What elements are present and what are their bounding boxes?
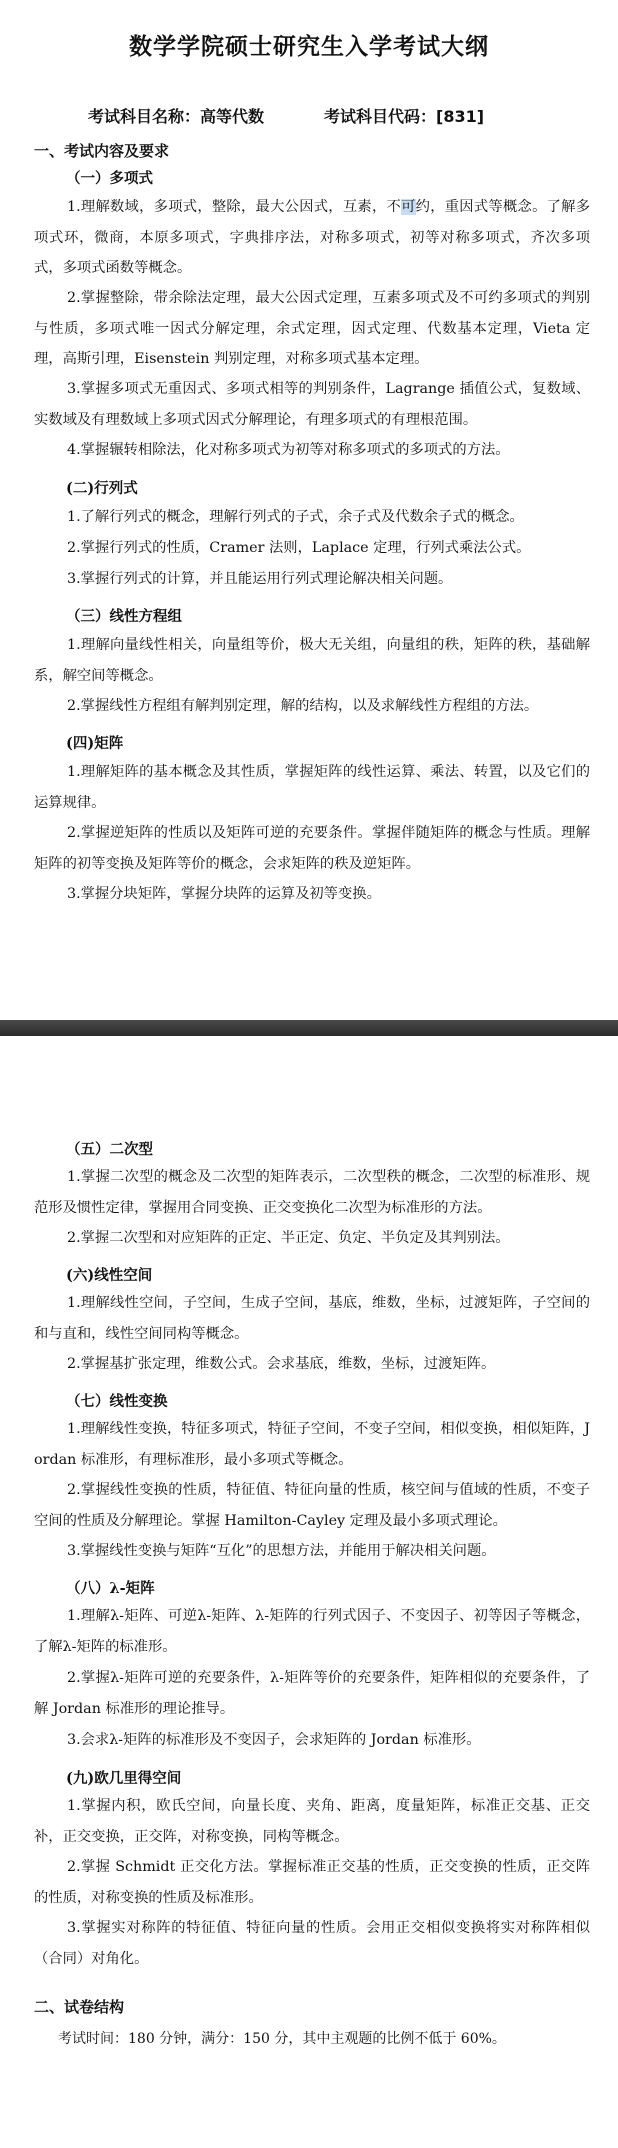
subject-code: 考试科目代码：[831] [324, 107, 485, 126]
document-page-1 [0, 0, 618, 1020]
determinant-item-3: 3.掌握行列式的计算，并且能运用行列式理论解决相关问题。 [67, 571, 453, 587]
determinant-item-2: 2.掌握行列式的性质，Cramer 法则，Laplace 定理，行列式乘法公式。 [67, 540, 531, 556]
lambda-matrix-item-1: 1.理解λ-矩阵、可逆λ-矩阵、λ-矩阵的行列式因子、不变因子、初等因子等概念，了解λ-矩阵的标准形。 [34, 1608, 590, 1655]
topic-polynomial-heading: （一）多项式 [66, 170, 153, 187]
subject-line [88, 104, 588, 127]
subject-name: 考试科目名称：高等代数 [88, 107, 265, 126]
topic-linear-transformation-heading: （七）线性变换 [66, 1393, 168, 1410]
topic-determinant-heading: (二)行列式 [66, 480, 138, 497]
topic-lambda-matrix-heading: （八）λ-矩阵 [66, 1580, 155, 1597]
document-title: 数学学院硕士研究生入学考试大纲 [129, 34, 489, 60]
quadratic-form-item-1: 1.掌握二次型的概念及二次型的矩阵表示，二次型秩的概念，二次型的标准形、规范形及惯性定律，掌握用合同变换、正交变换化二次型为标准形的方法。 [34, 1169, 590, 1216]
euclidean-space-item-3: 3.掌握实对称阵的特征值、特征向量的性质。会用正交相似变换将实对称阵相似（合同）对角化。 [34, 1920, 590, 1967]
lambda-matrix-item-3: 3.会求λ-矩阵的标准形及不变因子，会求矩阵的 Jordan 标准形。 [67, 1732, 481, 1748]
linear-equations-item-2: 2.掌握线性方程组有解判别定理，解的结构，以及求解线性方程组的方法。 [67, 698, 539, 714]
linear-equations-item-1: 1.理解向量线性相关，向量组等价，极大无关组，向量组的秩，矩阵的秩，基础解系，解空间等概念。 [34, 637, 590, 684]
lambda-matrix-item-2: 2.掌握λ-矩阵可逆的充要条件，λ-矩阵等价的充要条件，矩阵相似的充要条件，了解 Jordan 标准形的理论推导。 [34, 1670, 590, 1717]
linear-space-item-2: 2.掌握基扩张定理，维数公式。会求基底，维数，坐标，过渡矩阵。 [67, 1356, 496, 1372]
text-selection: 可 [401, 199, 416, 215]
determinant-item-1: 1.了解行列式的概念，理解行列式的子式，余子式及代数余子式的概念。 [67, 509, 524, 525]
page-separator [0, 1020, 618, 1036]
topic-euclidean-space-heading: (九)欧几里得空间 [66, 1770, 182, 1787]
section-1-heading: 一、考试内容及要求 [34, 142, 170, 160]
linear-space-item-1: 1.理解线性空间，子空间，生成子空间，基底，维数，坐标，过渡矩阵，子空间的和与直和，线性空间同构等概念。 [34, 1295, 590, 1342]
exam-info: 考试时间：180 分钟，满分：150 分，其中主观题的比例不低于 60%。 [58, 2031, 506, 2047]
topic-quadratic-form-heading: （五）二次型 [66, 1141, 153, 1158]
polynomial-item-1: 1.理解数域，多项式，整除，最大公因式，互素，不可约，重因式等概念。了解多项式环，微商，本原多项式，字典排序法，对称多项式，初等对称多项式，齐次多项式，多项式函数等概念。 [34, 199, 591, 276]
quadratic-form-item-2: 2.掌握二次型和对应矩阵的正定、半正定、负定、半负定及其判别法。 [67, 1230, 510, 1246]
topic-matrix-heading: (四)矩阵 [66, 735, 124, 752]
polynomial-item-2: 2.掌握整除，带余除法定理，最大公因式定理，互素多项式及不可约多项式的判别与性质，多项式唯一因式分解定理，余式定理，因式定理、代数基本定理，Vieta 定理，高斯引理，Eisenstein 判别定理，对称多项式基本定理。 [34, 290, 590, 367]
matrix-item-2: 2.掌握逆矩阵的性质以及矩阵可逆的充要条件。掌握伴随矩阵的概念与性质。理解矩阵的初等变换及矩阵等价的概念，会求矩阵的秩及逆矩阵。 [34, 825, 590, 872]
linear-transformation-item-2: 2.掌握线性变换的性质，特征值、特征向量的性质，核空间与值域的性质，不变子空间的性质及分解理论。掌握 Hamilton-Cayley 定理及最小多项式理论。 [34, 1482, 590, 1529]
matrix-item-1: 1.理解矩阵的基本概念及其性质，掌握矩阵的线性运算、乘法、转置，以及它们的运算规律。 [34, 764, 590, 811]
linear-transformation-item-3: 3.掌握线性变换与矩阵“互化”的思想方法，并能用于解决相关问题。 [67, 1543, 496, 1559]
euclidean-space-item-2: 2.掌握 Schmidt 正交化方法。掌握标准正交基的性质，正交变换的性质，正交阵的性质，对称变换的性质及标准形。 [34, 1859, 590, 1906]
topic-linear-equations-heading: （三）线性方程组 [66, 608, 182, 625]
document-page-2 [0, 1036, 618, 2148]
matrix-item-3: 3.掌握分块矩阵，掌握分块阵的运算及初等变换。 [67, 886, 381, 902]
polynomial-item-4: 4.掌握辗转相除法，化对称多项式为初等对称多项式的多项式的方法。 [67, 442, 510, 458]
topic-linear-space-heading: (六)线性空间 [66, 1267, 153, 1284]
polynomial-item-3: 3.掌握多项式无重因式、多项式相等的判别条件，Lagrange 插值公式，复数域、实数域及有理数域上多项式因式分解理论，有理多项式的有理根范围。 [34, 381, 590, 428]
linear-transformation-item-1: 1.理解线性变换，特征多项式，特征子空间，不变子空间，相似变换，相似矩阵，Jordan 标准形，有理标准形，最小多项式等概念。 [34, 1421, 590, 1468]
section-2-heading: 二、试卷结构 [34, 1998, 125, 2016]
euclidean-space-item-1: 1.掌握内积，欧氏空间，向量长度、夹角、距离，度量矩阵，标准正交基、正交补，正交变换，正交阵，对称变换，同构等概念。 [34, 1798, 590, 1845]
